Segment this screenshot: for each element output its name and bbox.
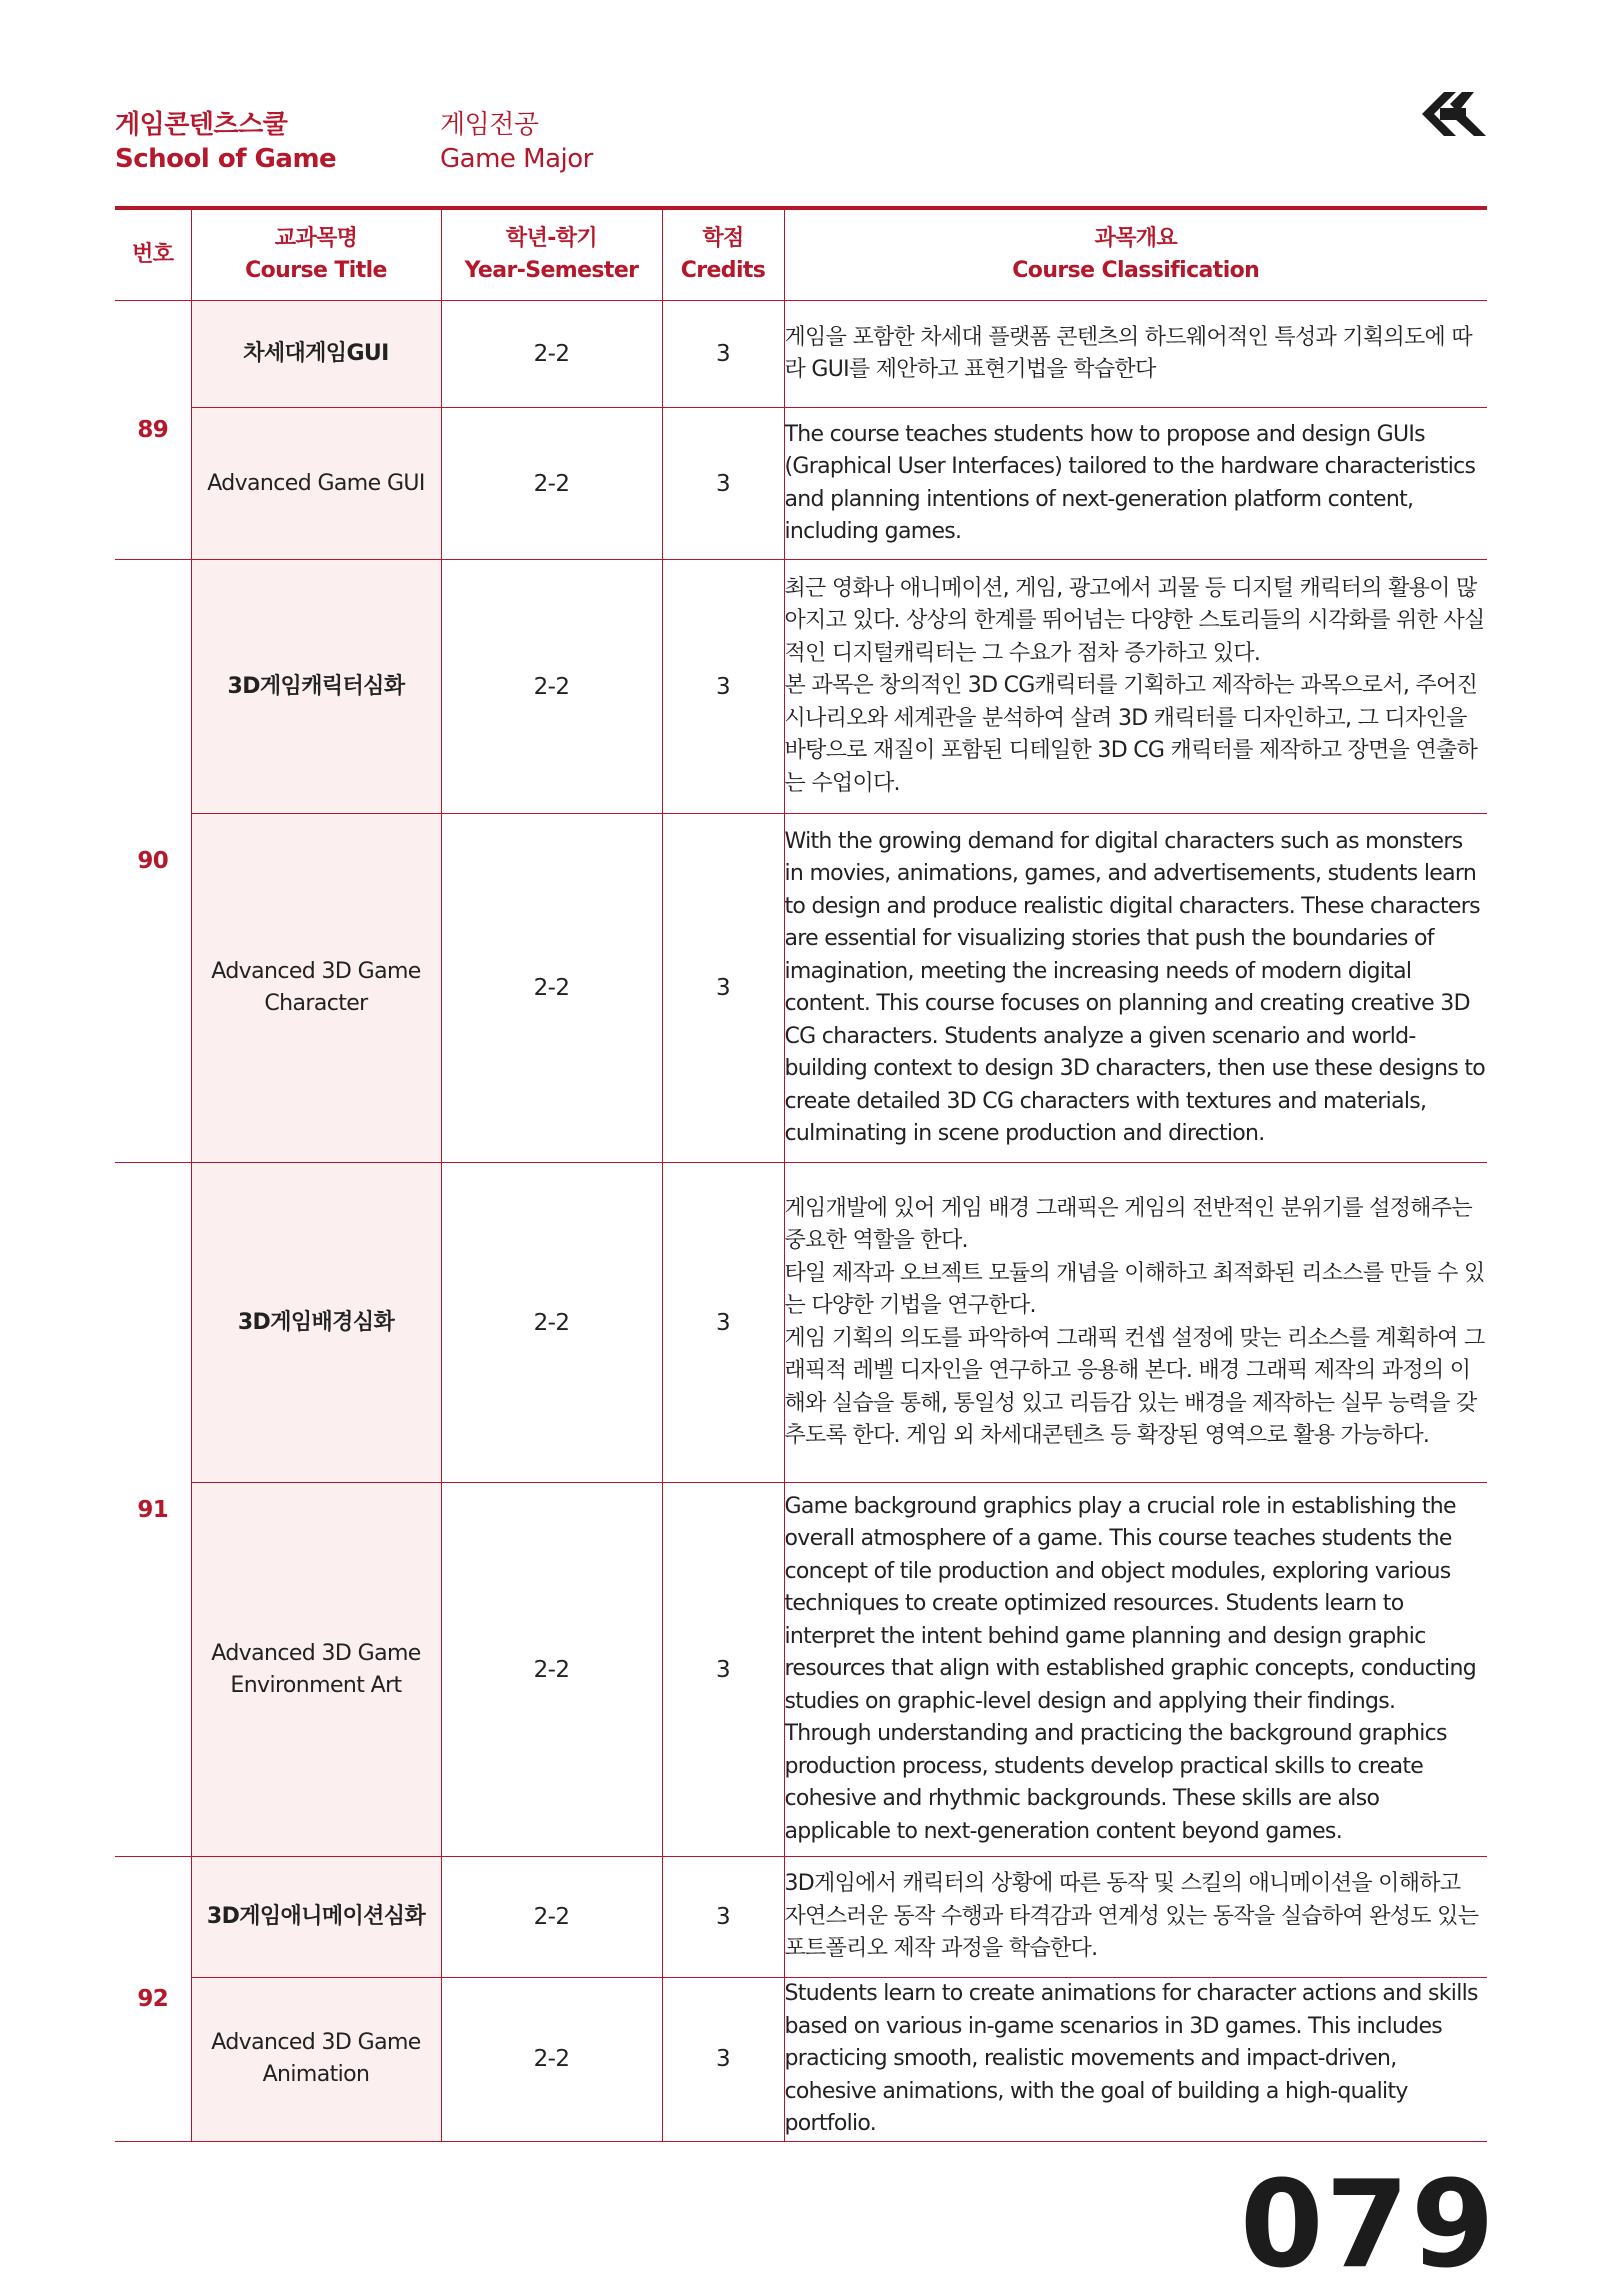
header-course-title (191, 210, 441, 301)
credits: 3 (662, 1857, 784, 1978)
header-credits-en: Credits (680, 258, 766, 283)
course-title-en: Advanced 3D Game Animation (191, 1978, 441, 2142)
credits: 3 (662, 560, 784, 814)
course-table (115, 210, 1487, 2142)
year-semester: 2-2 (441, 1978, 662, 2142)
table-row (115, 301, 1487, 408)
year-semester: 2-2 (441, 814, 662, 1163)
credits: 3 (662, 1978, 784, 2142)
year-semester: 2-2 (441, 408, 662, 560)
course-title-kr: 차세대게임GUI (191, 301, 441, 408)
header-classification-kr: 과목개요 (1094, 226, 1178, 251)
header-year-semester-en: Year-Semester (464, 258, 639, 283)
year-semester: 2-2 (441, 301, 662, 408)
header-credits-kr: 학점 (702, 226, 744, 251)
course-title-kr: 3D게임배경심화 (191, 1163, 441, 1483)
table-header-row (115, 210, 1487, 301)
year-semester: 2-2 (441, 1163, 662, 1483)
course-title-kr: 3D게임애니메이션심화 (191, 1857, 441, 1978)
year-semester: 2-2 (441, 1483, 662, 1857)
major-name (440, 108, 593, 176)
table-row (115, 408, 1487, 560)
description-en: Game background graphics play a crucial role in establishing the overall atmosphere of a game. This course teaches students the concept of tile production and object modules, exploring various techniques to create optimized resources. Students learn to interpret the intent behind game planning and design graphic resources that align with established graphic concepts, conducting studies on graphic-level design and applying their findings. Through understanding and practicing the background graphics production process, students develop practical skills to create cohesive and rhythmic backgrounds. These skills are also applicable to next-generation content beyond games. (784, 1483, 1487, 1857)
description-kr: 최근 영화나 애니메이션, 게임, 광고에서 괴물 등 디지털 캐릭터의 활용이 많아지고 있다. 상상의 한계를 뛰어넘는 다양한 스토리들의 시각화를 위한 사실적인 디지털캐릭터는 그 수요가 점차 증가하고 있다. 본 과목은 창의적인 3D CG캐릭터를 기획하고 제작하는 과목으로서, 주어진 시나리오와 세계관을 분석하여 살려 3D 캐릭터를 디자인하고, 그 디자인을 바탕으로 재질이 포함된 디테일한 3D CG 캐릭터를 제작하고 장면을 연출하는 수업이다. (784, 560, 1487, 814)
header-classification-en: Course Classification (1012, 258, 1260, 283)
table-row (115, 1483, 1487, 1857)
course-title-en: Advanced Game GUI (191, 408, 441, 560)
credits: 3 (662, 1483, 784, 1857)
credits: 3 (662, 301, 784, 408)
school-name-en: School of Game (115, 144, 337, 174)
year-semester: 2-2 (441, 560, 662, 814)
table-row (115, 1163, 1487, 1483)
header-year-semester-kr: 학년-학기 (505, 226, 598, 251)
course-number: 90 (115, 560, 191, 1163)
major-name-kr: 게임전공 (440, 110, 539, 140)
course-title-en: Advanced 3D Game Character (191, 814, 441, 1163)
ck-logo-icon (1410, 88, 1488, 140)
header-course-title-kr: 교과목명 (274, 226, 358, 251)
page-number: 079 (1240, 2156, 1497, 2295)
school-name (115, 108, 336, 176)
header-classification (784, 210, 1487, 301)
year-semester: 2-2 (441, 1857, 662, 1978)
description-kr: 게임을 포함한 차세대 플랫폼 콘텐츠의 하드웨어적인 특성과 기획의도에 따라 GUI를 제안하고 표현기법을 학습한다 (784, 301, 1487, 408)
credits: 3 (662, 1163, 784, 1483)
description-en: With the growing demand for digital characters such as monsters in movies, animations, games, and advertisements, students learn to design and produce realistic digital characters. These characters are essential for visualizing stories that push the boundaries of imagination, meeting the increasing needs of modern digital content. This course focuses on planning and creating creative 3D CG characters. Students analyze a given scenario and world-building context to design 3D characters, then use these designs to create detailed 3D CG characters with textures and materials, culminating in scene production and direction. (784, 814, 1487, 1163)
table-row (115, 1857, 1487, 1978)
course-title-en: Advanced 3D Game Environment Art (191, 1483, 441, 1857)
major-name-en: Game Major (440, 144, 593, 174)
header-number-kr: 번호 (132, 242, 174, 267)
course-number: 91 (115, 1163, 191, 1857)
description-en: The course teaches students how to propose and design GUIs (Graphical User Interfaces) tailored to the hardware characteristics and planning intentions of next-generation platform content, including games. (784, 408, 1487, 560)
description-en: Students learn to create animations for character actions and skills based on various in-game scenarios in 3D games. This includes practicing smooth, realistic movements and impact-driven, cohesive animations, with the goal of building a high-quality portfolio. (784, 1978, 1487, 2142)
credits: 3 (662, 408, 784, 560)
table-row (115, 560, 1487, 814)
header-credits (662, 210, 784, 301)
description-kr: 3D게임에서 캐릭터의 상황에 따른 동작 및 스킬의 애니메이션을 이해하고 자연스러운 동작 수행과 타격감과 연계성 있는 동작을 실습하여 완성도 있는 포트폴리오 제작 과정을 학습한다. (784, 1857, 1487, 1978)
table-row (115, 1978, 1487, 2142)
course-title-kr: 3D게임캐릭터심화 (191, 560, 441, 814)
course-number: 92 (115, 1857, 191, 2142)
header-course-title-en: Course Title (245, 258, 387, 283)
credits: 3 (662, 814, 784, 1163)
description-kr: 게임개발에 있어 게임 배경 그래픽은 게임의 전반적인 분위기를 설정해주는 중요한 역할을 한다. 타일 제작과 오브젝트 모듈의 개념을 이해하고 최적화된 리소스를 만들 수 있는 다양한 기법을 연구한다. 게임 기획의 의도를 파악하여 그래픽 컨셉 설정에 맞는 리소스를 계획하여 그래픽적 레벨 디자인을 연구하고 응용해 본다. 배경 그래픽 제작의 과정의 이해와 실습을 통해, 통일성 있고 리듬감 있는 배경을 제작하는 실무 능력을 갖추도록 한다. 게임 외 차세대콘텐츠 등 확장된 영역으로 활용 가능하다. (784, 1163, 1487, 1483)
course-number: 89 (115, 301, 191, 560)
header-year-semester (441, 210, 662, 301)
table-row (115, 814, 1487, 1163)
school-name-kr: 게임콘텐츠스쿨 (115, 110, 288, 140)
header-number (115, 210, 191, 301)
